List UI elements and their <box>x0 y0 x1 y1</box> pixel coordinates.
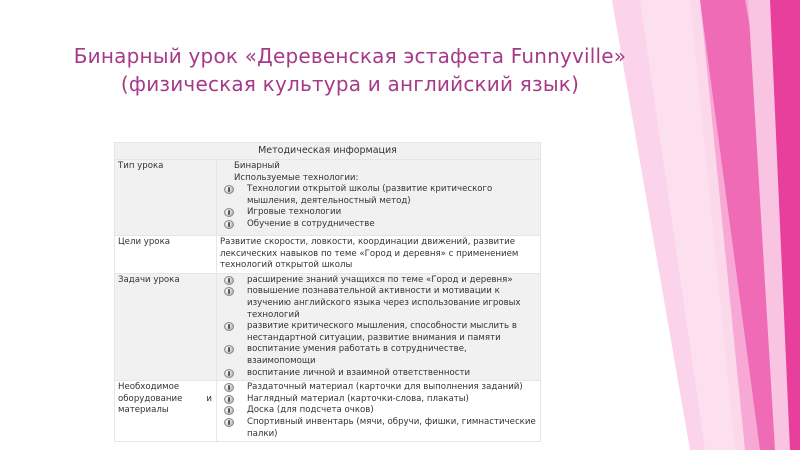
bullet-icon <box>224 406 234 415</box>
table-row <box>115 381 541 442</box>
list-item: Технологии открытой школы (развитие критического мышления, деятельностный метод) <box>220 184 537 207</box>
table-row <box>115 273 541 380</box>
list-item: воспитание личной и взаимной ответственности <box>220 368 537 380</box>
bullet-icon <box>224 185 234 194</box>
slide-title <box>40 42 660 98</box>
row-content <box>217 381 541 442</box>
bullet-icon <box>224 383 234 392</box>
table-header-row <box>115 143 541 160</box>
list-item: Раздаточный материал (карточки для выполнения заданий) <box>220 382 537 394</box>
list-item: Игровые технологии <box>220 207 537 219</box>
bullet-icon <box>224 345 234 354</box>
list-item: Наглядный материал (карточки-слова, плакаты) <box>220 394 537 406</box>
title-line-2: (физическая культура и английский язык) <box>120 72 580 96</box>
list-item: воспитание умения работать в сотрудничестве, взаимопомощи <box>220 344 537 367</box>
bullet-icon <box>224 276 234 285</box>
bullet-icon <box>224 220 234 229</box>
title-line-1: Бинарный урок «Деревенская эстафета Funnyville» <box>73 44 627 68</box>
row-label-line: Необходимое <box>118 382 180 393</box>
list-item: развитие критического мышления, способности мыслить в нестандартной ситуации, развитие внимания и памяти <box>220 321 537 344</box>
list-item: Доска (для подсчета очков) <box>220 405 537 417</box>
list-item: Спортивный инвентарь (мячи, обручи, фишки, гимнастические палки) <box>220 417 537 440</box>
row-label: Тип урока <box>115 160 217 236</box>
list-item: расширение знаний учащихся по теме «Город и деревня» <box>220 275 537 287</box>
methodical-info-table <box>114 142 541 442</box>
bullet-icon <box>224 369 234 378</box>
row-content: Развитие скорости, ловкости, координации движений, развитие лексических навыков по теме «Город и деревня» с применением технологий открытой школы <box>217 236 541 274</box>
row-label-line: материалы <box>118 405 169 416</box>
row-content <box>217 273 541 380</box>
bullet-icon <box>224 395 234 404</box>
row-label: Задачи урока <box>115 273 217 380</box>
bullet-icon <box>224 322 234 331</box>
row-label-conjunction: и <box>206 394 212 405</box>
bullet-icon <box>224 418 234 427</box>
row-label: Цели урока <box>115 236 217 274</box>
table-row <box>115 236 541 274</box>
row-text: Используемые технологии: <box>234 172 359 183</box>
bullet-icon <box>224 287 234 296</box>
list-item: Обучение в сотрудничестве <box>220 219 537 231</box>
bullet-icon <box>224 208 234 217</box>
row-text: Бинарный <box>234 161 280 171</box>
row-content <box>217 160 541 236</box>
list-item: повышение познавательной активности и мотивации к изучению английского языка через использование игровых технологий <box>220 286 537 321</box>
table-row <box>115 160 541 236</box>
row-label <box>115 381 217 442</box>
row-label-line: оборудование <box>118 393 183 404</box>
table-header: Методическая информация <box>115 143 541 160</box>
